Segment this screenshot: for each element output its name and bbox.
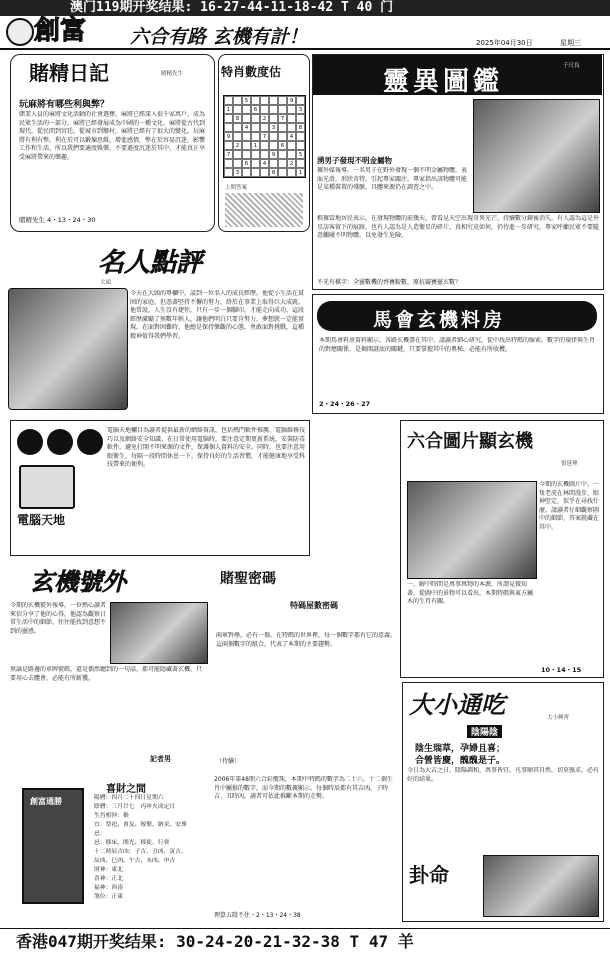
hexagram-photo: [483, 855, 599, 917]
sudoku-cell: 1: [224, 105, 233, 114]
sudoku-cell: [242, 132, 251, 141]
sudoku-cell: [260, 168, 269, 177]
sudoku-cell: [278, 96, 287, 105]
picture-body: 今期的玄機圖片中，一隻老虎在林間漫步，眼神堅定，似乎在尋找什麼。請讀者仔細觀察圖中的細節，答案就藏在其中。: [539, 481, 600, 531]
sudoku-cell: [269, 132, 278, 141]
sudoku-cell: 8: [269, 168, 278, 177]
sudoku-cell: 4: [287, 132, 296, 141]
sudoku-cell: [260, 150, 269, 159]
sudoku-cell: 9: [269, 150, 278, 159]
wealth-list-item: 忌：移床、開光、移徙、行喪: [94, 840, 170, 846]
horse-numbers: 2・24・26・27: [319, 400, 371, 408]
sudoku-cell: [224, 114, 233, 123]
tiandi-dot-3-icon: [77, 429, 103, 455]
sudoku-cell: [278, 150, 287, 159]
sudoku-cell: [242, 168, 251, 177]
sudoku-cell: [269, 105, 278, 114]
sudoku-cell: 7: [278, 114, 287, 123]
sudoku-cell: [224, 168, 233, 177]
tiandi-computer-icon: [19, 465, 75, 509]
mystery-section: [10, 562, 210, 768]
sudoku-cell: 9: [224, 132, 233, 141]
slogan: 六合有路 玄機有計！: [130, 26, 308, 48]
wealth-list-item: 十二時辰吉凶：子吉、丑凶、寅吉、: [94, 849, 187, 855]
sudoku-cell: [251, 150, 260, 159]
big-eat-title: 大小通吃: [409, 690, 505, 719]
picture-section: [400, 420, 604, 678]
mystery-title: 玄機號外: [30, 567, 126, 596]
lottery-note-sub: 特碼屋數密碼: [290, 601, 338, 610]
sudoku-cell: 5: [296, 150, 305, 159]
big-eat-sub: 大小興齊: [547, 715, 570, 721]
sudoku-cell: [260, 141, 269, 150]
famous-body: 今天在大頭的專欄中，談到一位名人的成長經歷。他從小生活在貧困的家庭，但憑著堅持不懈的努力，終於在事業上取得巨大成就。他常說，人生沒有捷徑，只有一步一個腳印，才能走向成功。這段經歷激勵了無數年輕人，讓他們明白只要肯努力，夢想就一定能實現。在面對困難時，他總是保持樂觀的心態，勇敢面對挑戰，這種精神值得我們學習。: [130, 290, 305, 340]
wealth-section: [10, 780, 210, 920]
sudoku-cell: [296, 132, 305, 141]
logo-mascot-icon: [6, 18, 34, 46]
famous-photo: [8, 288, 128, 410]
sudoku-cell: 1: [296, 168, 305, 177]
gambling-diary-title: 賭精日記: [29, 61, 109, 85]
lottery-note-section: [214, 562, 398, 768]
lottery-note-title: 賭聖密碼: [220, 571, 276, 587]
sudoku-cell: [233, 105, 242, 114]
top-result-banner: 澳门119期开奖结果: 16-27-44-11-18-42 T 40 门: [0, 0, 610, 16]
spirit-photo: [473, 99, 600, 213]
sudoku-cell: [260, 123, 269, 132]
picture-body-2: 一，解中時間是萬事萬物的本源，所謂見微知著，從圖中的景物可以看出，本期特碼與東方屬木的生肖有關。: [407, 581, 534, 606]
sudoku-grid: [223, 95, 306, 178]
sudoku-cell: 2: [287, 159, 296, 168]
sudoku-cell: [251, 96, 260, 105]
sudoku-cell: [233, 150, 242, 159]
sudoku-cell: [242, 150, 251, 159]
sudoku-cell: [251, 132, 260, 141]
sudoku-cell: [287, 123, 296, 132]
tiandi-section: [10, 420, 310, 556]
wealth-list: [94, 794, 208, 902]
sudoku-cell: 8: [233, 114, 242, 123]
sudoku-cell: [269, 141, 278, 150]
sudoku-cell: 4: [242, 123, 251, 132]
sudoku-cell: 7: [260, 132, 269, 141]
horse-body: 本期馬會料房資料顯示，各路玄機盡在其中，請讀者細心研究，從中找出特碼的線索。數字的規律與生肖的對應關係，是揭開謎底的關鍵，只要掌握其中的奧秘，必能有所收穫。: [319, 337, 596, 353]
sudoku-cell: [278, 159, 287, 168]
big-eat-slogan-2: 合營皆慶，醜醜是子。: [415, 756, 506, 766]
wealth-list-item: 陰曆：三月廿七 丙申火成定日: [94, 804, 176, 810]
gambling-diary-section: [10, 54, 215, 232]
bottom-result-banner: 香港047期开奖结果: 30-24-20-21-32-38 T 47 羊: [0, 928, 610, 954]
spirit-closing: 不光有棋字：全靈數機的齊賽較數，原抗競賽靈玄數？: [317, 279, 462, 286]
sudoku-cell: [287, 150, 296, 159]
spirit-section: [312, 54, 604, 290]
sudoku-cell: 6: [242, 159, 251, 168]
picture-title: 六合圖片顯玄機: [407, 431, 533, 452]
big-eat-slogan-1: 陰生瑞草，孕婦且喜；: [415, 744, 506, 754]
wealth-list-item: 陽曆：四月二十四日星期六: [94, 795, 164, 801]
sudoku-cell: [269, 159, 278, 168]
wealth-list-item: 財神：東北: [94, 867, 123, 873]
sudoku-cell: [296, 114, 305, 123]
gambling-diary-body: 賭業人員的麻將文化活動的社會選擇，麻將已經深入很千家萬戶，成為民眾生活的一部分，麻將已經發展成為中國的一種文化，麻將從古代到現代，從民間到宮廷，從城市到鄉村，麻將已經有了很大的變化。玩麻將有利有弊，利在於可以鍛煉思維，增進感情，弊在於容易沉迷，影響工作和生活，所以我們要適度娛樂，不要過度沉迷於其中，才能真正享受麻將帶來的樂趣。: [19, 111, 206, 161]
wealth-list-item: 煞位：正東: [94, 894, 123, 900]
sudoku-cell: [233, 132, 242, 141]
horse-section: [312, 294, 604, 414]
sudoku-cell: [287, 105, 296, 114]
issue-date: 2025年04月30日: [476, 39, 533, 47]
lottery-note-body: 兩軍對壘，必有一傷。在特碼的世界裡，每一個數字都有它的意義。這兩個數字的組合，代表了本期的主要趨勢。: [216, 632, 396, 648]
sudoku-cell: [233, 123, 242, 132]
sudoku-cell: 7: [224, 150, 233, 159]
bottom-article: [214, 776, 398, 922]
sudoku-cell: [287, 168, 296, 177]
issue-weekday: 星期三: [560, 39, 581, 47]
tiandi-title-row: [17, 429, 107, 459]
sudoku-cell: [287, 141, 296, 150]
sudoku-cell: [260, 96, 269, 105]
sudoku-cell: [242, 105, 251, 114]
wealth-card: [22, 788, 84, 904]
sudoku-cell: [251, 114, 260, 123]
sudoku-cell: [224, 141, 233, 150]
sudoku-cell: [269, 96, 278, 105]
spirit-body: 據外媒報導，一名男子在野外發現一個不明金屬物體，表面光滑，形狀奇特，引起專家關注。專家指出該物體可能是某種裝置的殘骸，具體來源仍在調查之中。: [317, 167, 467, 192]
big-eat-body: 今日為大吉之日，陰陽調和，萬事皆宜。凡事順其自然，切莫強求，必有好的結果。: [407, 767, 599, 783]
sudoku-cell: 4: [260, 159, 269, 168]
sudoku-cell: [278, 132, 287, 141]
mystery-photo: [110, 602, 208, 664]
sudoku-cell: [251, 168, 260, 177]
sudoku-cell: [242, 114, 251, 123]
hexagram-label: 卦命: [409, 863, 449, 887]
tiandi-title: 電腦天地: [17, 513, 66, 527]
mystery-body: 今期的玄機號外報導，一位熱心讀者來信分享了他的心得，他認為觀察日常生活中的細節，往往能找到意想不到的靈感。: [10, 602, 106, 635]
sudoku-cell: 2: [260, 114, 269, 123]
spirit-heading: 湧男子發現不明金屬物: [317, 156, 392, 165]
wealth-list-item: 生肖相沖：猴: [94, 813, 129, 819]
wealth-list-item: 宜：祭祀、會友、嫁娶、納采、安葬: [94, 822, 187, 828]
sudoku-cell: [296, 141, 305, 150]
sudoku-cell: [287, 114, 296, 123]
gambling-diary-question: 玩麻將有哪些利與弊？: [19, 100, 110, 110]
wealth-list-item: 喜神：正北: [94, 876, 123, 882]
sudoku-cell: [278, 168, 287, 177]
sudoku-cell: [296, 159, 305, 168]
bottom-numbers: 理算五陰不住・2・13・24・38: [214, 912, 301, 919]
spirit-title: 靈異圖鑑: [383, 67, 504, 97]
sudoku-cell: [278, 123, 287, 132]
gambling-diary-signoff: 賭精先生 4・13・24・30: [19, 216, 96, 224]
spirit-author: 千尺良: [563, 63, 580, 69]
sudoku-cell: [269, 114, 278, 123]
sudoku-cell: [233, 159, 242, 168]
zodiac-section: [218, 54, 310, 232]
sudoku-cell: [251, 159, 260, 168]
wealth-title: 喜財之間: [106, 784, 146, 795]
famous-section: [8, 240, 308, 440]
mystery-author: 記者男: [150, 755, 171, 763]
tiandi-dot-1-icon: [17, 429, 43, 455]
lottery-note-tail: （待續）: [216, 758, 241, 765]
sudoku-cell: 2: [233, 141, 242, 150]
tiandi-body: 電腦天地欄目為讀者提供最新的網絡資訊，包括熱門軟件推薦、電腦維修技巧以及網絡安全知識。在日常使用電腦時，要注意定期更新系統，安裝防毒軟件，避免打開不明來源的文件，保護個人資料的安全。同時，也要注意用眼衛生，每隔一段時間休息一下，保持良好的生活習慣，才能健康地享受科技帶來的便利。: [107, 427, 305, 469]
sudoku-cell: 6: [251, 105, 260, 114]
zodiac-answer-label: 上期答案: [225, 185, 248, 191]
gambling-diary-author: 賭精先生: [161, 71, 184, 77]
sudoku-cell: 3: [233, 168, 242, 177]
sudoku-cell: 1: [251, 141, 260, 150]
logo: 創富: [34, 16, 87, 46]
spirit-body-2: 根據當地居民表示，在發現物體的前幾天，曾看見天空出現奇異光芒，持續數分鐘後消失。有人認為這是外星訪客留下的痕跡，也有人認為是人造衛星的碎片，真相究竟如何，仍待進一步研究。專家呼籲民眾不要隨意觸碰不明物體，以免發生危險。: [317, 215, 599, 240]
sudoku-cell: [242, 141, 251, 150]
famous-title: 名人點評: [98, 248, 203, 278]
mystery-body-2: 無論是路邊的車牌號碼，還是偶然聽到的一句話，都可能隱藏著玄機。只要用心去體會，必能有所斬獲。: [10, 666, 203, 682]
wealth-list-item: 辰凶、巳凶、午吉、未凶、申吉: [94, 858, 176, 864]
sudoku-cell: [251, 123, 260, 132]
sudoku-cell: [278, 105, 287, 114]
sudoku-cell: 8: [296, 123, 305, 132]
big-eat-badge: 陰陽陰: [467, 725, 502, 738]
sudoku-cell: 3: [269, 123, 278, 132]
wealth-card-label: 創富通勝: [30, 797, 62, 806]
zodiac-answer-grid: [225, 193, 303, 227]
sudoku-cell: [296, 96, 305, 105]
wealth-list-item: 忌：: [94, 831, 106, 837]
tiandi-dot-2-icon: [47, 429, 73, 455]
horse-title: 馬會玄機料房: [373, 309, 506, 331]
sudoku-cell: [224, 159, 233, 168]
picture-photo: [407, 481, 537, 579]
sudoku-cell: 5: [242, 96, 251, 105]
sudoku-cell: 9: [287, 96, 296, 105]
wealth-list-item: 福神：西南: [94, 885, 123, 891]
sudoku-cell: [224, 96, 233, 105]
sudoku-cell: 3: [296, 105, 305, 114]
sudoku-cell: [233, 96, 242, 105]
zodiac-title: 特肖數度估: [221, 65, 282, 79]
bottom-article-body: 2006年第48期六合彩攪珠，本期中特碼的數字為二十六，十二個生肖中屬猴的數字，而今期的數據顯示，每個時辰都有其吉凶，子時吉、丑時凶，讀者可依此推斷本期的走勢。: [214, 776, 393, 801]
picture-author: 張延理: [561, 461, 578, 467]
masthead: [0, 14, 610, 50]
sudoku-cell: [260, 105, 269, 114]
big-eat-section: [402, 682, 604, 922]
famous-author: 大頭: [100, 280, 112, 286]
sudoku-cell: [224, 123, 233, 132]
sudoku-cell: 6: [278, 141, 287, 150]
picture-numbers: 10・14・15: [541, 666, 582, 674]
